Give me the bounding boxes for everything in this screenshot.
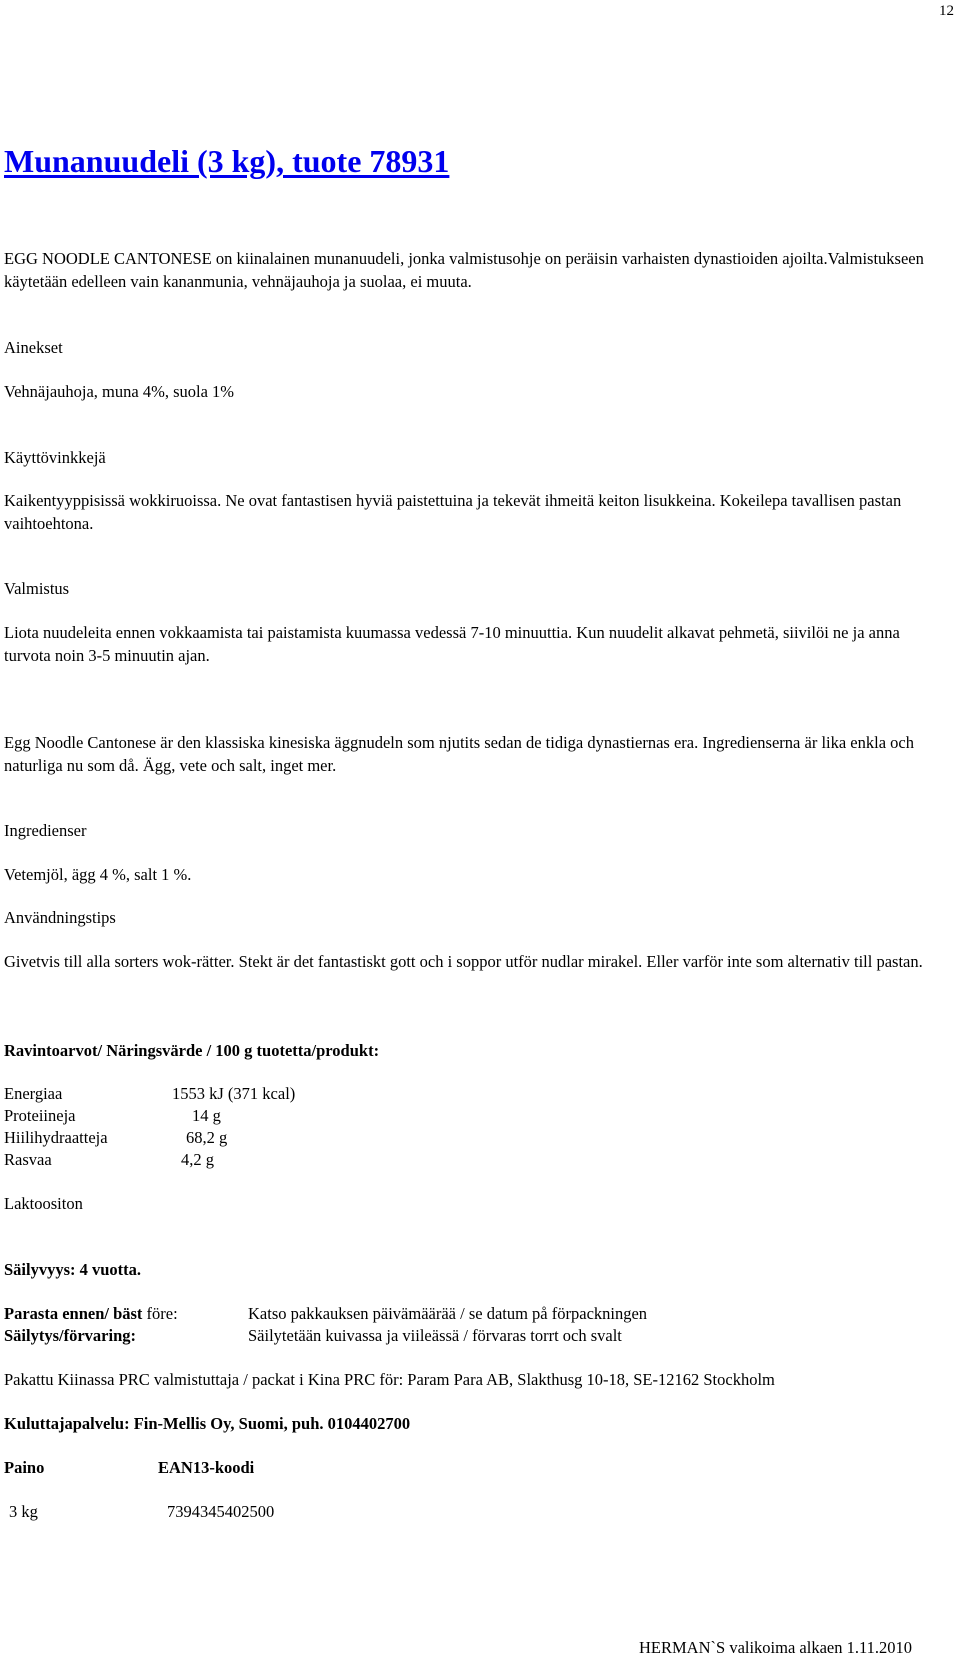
sailyvyys-label: Säilyvyys: 4 vuotta. (4, 1260, 142, 1279)
fore-label: före: (146, 1304, 178, 1323)
packed-info: Pakattu Kiinassa PRC valmistuttaja / packat i Kina PRC för: Param Para AB, Slakthusg 10-18, SE-12162 Stockholm (4, 1370, 775, 1389)
nutrition-heading: Ravintoarvot/ Näringsvärde / 100 g tuotetta/produkt: (4, 1041, 380, 1060)
intro-finnish: EGG NOODLE CANTONESE on kiinalainen munanuudeli, jonka valmistusohje on peräisin varhaisten dynastioiden ajoilta.Valmistukseen käytetään edelleen vain kananmunia, vehnäjauhoja ja suolaa, ei muuta. (4, 249, 924, 291)
ean-value: 7394345402500 (167, 1502, 275, 1521)
nutrition-value: 68,2 g (186, 1128, 228, 1147)
page-number: 12 (939, 3, 954, 19)
nutrition-label: Proteiineja (4, 1106, 76, 1125)
ingredienser-heading: Ingredienser (4, 821, 87, 840)
ean-header: EAN13-koodi (158, 1458, 255, 1477)
kayttovinkkeja-heading: Käyttövinkkejä (4, 448, 106, 467)
valmistus-text: Liota nuudeleita ennen vokkaamista tai paistamista kuumassa vedessä 7-10 minuuttia. Kun nuudelit alkavat pehmetä, siivilöi ne ja anna turvota noin 3-5 minuutin ajan. (4, 623, 900, 665)
nutrition-value: 14 g (192, 1106, 221, 1125)
nutrition-label: Hiilihydraatteja (4, 1128, 108, 1147)
parasta-label-bold: Parasta ennen/ bäst (4, 1304, 143, 1323)
nutrition-label: Rasvaa (4, 1150, 52, 1169)
paino-header: Paino (4, 1458, 45, 1477)
page-title: Munanuudeli (3 kg), tuote 78931 (4, 143, 450, 179)
nutrition-value: 4,2 g (181, 1150, 214, 1169)
paino-value: 3 kg (9, 1502, 38, 1521)
anvandningstips-text: Givetvis till alla sorters wok-rätter. Stekt är det fantastiskt gott och i soppor utför nudlar mirakel. Eller varför inte som alternativ till pastan. (4, 952, 923, 971)
ainekset-text: Vehnäjauhoja, muna 4%, suola 1% (4, 382, 235, 401)
valmistus-heading: Valmistus (4, 579, 70, 598)
ainekset-heading: Ainekset (4, 338, 63, 357)
sailytys-value: Säilytetään kuivassa ja viileässä / förvaras torrt och svalt (248, 1326, 622, 1345)
intro-swedish: Egg Noodle Cantonese är den klassiska kinesiska äggnudeln som njutits sedan de tidiga dynastiernas era. Ingredienserna är lika enkla och naturliga nu som då. Ägg, vete och salt, inget mer. (4, 733, 914, 775)
parasta-label (4, 1302, 178, 1325)
nutrition-value: 1553 kJ (371 kcal) (172, 1084, 296, 1103)
parasta-value: Katso pakkauksen päivämäärää / se datum på förpackningen (248, 1304, 648, 1323)
kayttovinkkeja-text: Kaikentyyppisissä wokkiruoissa. Ne ovat fantastisen hyviä paistettuina ja tekevät ihmeitä keiton lisukkeina. Kokeilepa tavallisen pastan vaihtoehtona. (4, 491, 902, 533)
sailytys-label: Säilytys/förvaring: (4, 1326, 136, 1345)
footer-text: HERMAN`S valikoima alkaen 1.11.2010 (639, 1638, 912, 1657)
anvandningstips-heading: Användningstips (4, 908, 116, 927)
kuluttajapalvelu: Kuluttajapalvelu: Fin-Mellis Oy, Suomi, puh. 0104402700 (4, 1414, 411, 1433)
nutrition-label: Energiaa (4, 1084, 63, 1103)
laktoositon-label: Laktoositon (4, 1194, 83, 1213)
ingredienser-text: Vetemjöl, ägg 4 %, salt 1 %. (4, 865, 192, 884)
